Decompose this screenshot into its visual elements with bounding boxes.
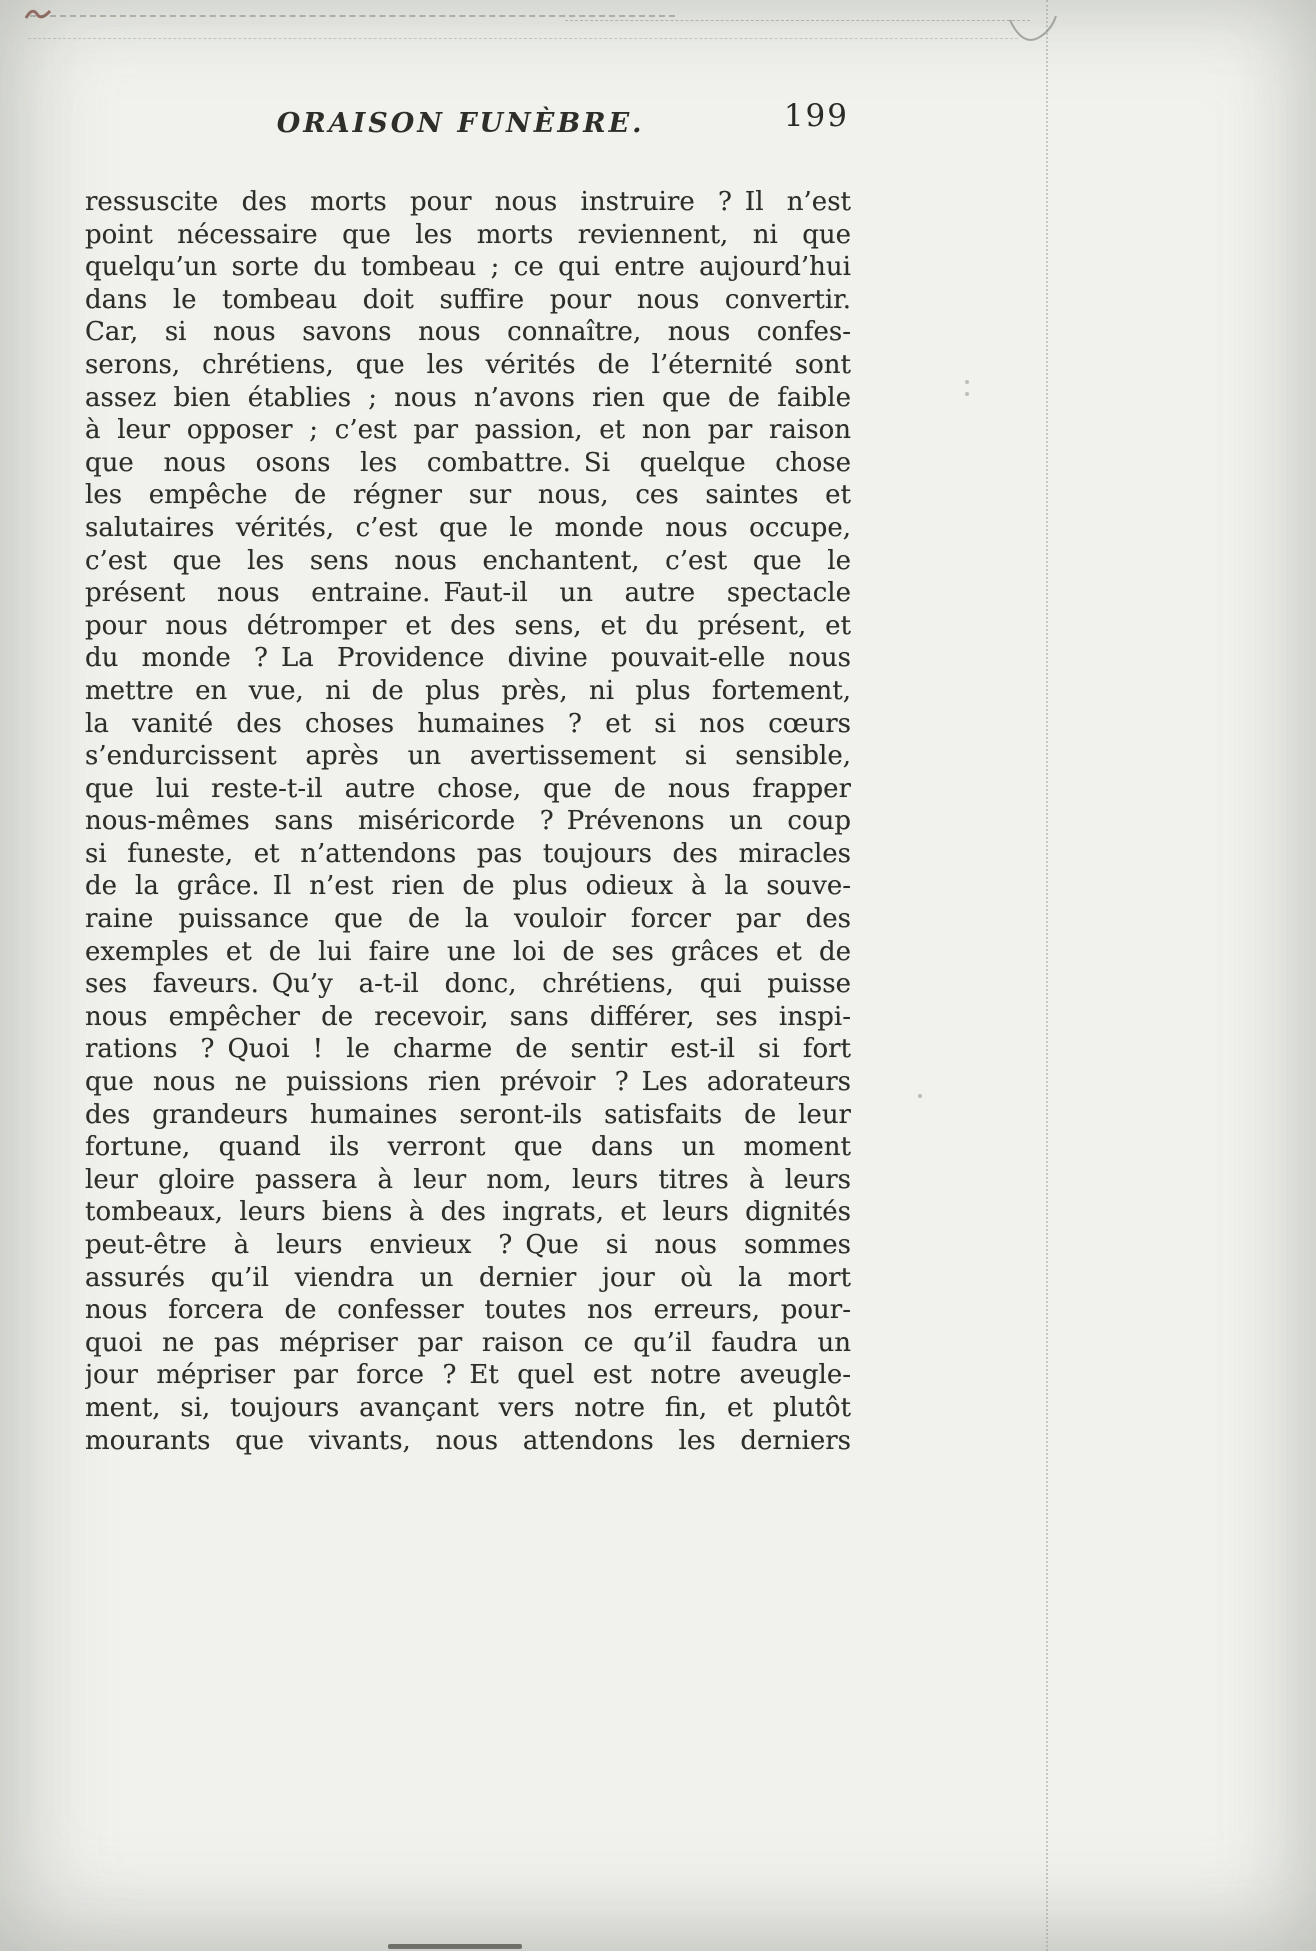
- scan-crease-line-second: [28, 38, 1018, 39]
- body-text-line: présent nous entraine. Faut-il un autre spectacle: [85, 578, 851, 609]
- running-title: ORAISON FUNÈBRE.: [276, 108, 645, 139]
- body-text-line: jour mépriser par force ? Et quel est notre aveugle-: [85, 1360, 851, 1391]
- scan-curl-mark-top-right: [1008, 14, 1058, 50]
- page-number: 199: [783, 98, 849, 134]
- body-text-line: raine puissance que de la vouloir forcer par des: [85, 904, 851, 935]
- body-text-line: que nous osons les combattre. Si quelque chose: [85, 447, 851, 478]
- body-text-line: de la grâce. Il n’est rien de plus odieux à la souve-: [85, 871, 851, 902]
- body-text-line: assurés qu’il viendra un dernier jour où la mort: [85, 1262, 851, 1293]
- body-text: [85, 186, 851, 1457]
- body-text-line: du monde ? La Providence divine pouvait-elle nous: [85, 643, 851, 674]
- body-text-line: peut-être à leurs envieux ? Que si nous sommes: [85, 1230, 851, 1260]
- page-header: [85, 98, 851, 150]
- body-text-line: que lui reste-t-il autre chose, que de nous frapper: [85, 773, 851, 804]
- body-text-line: ressuscite des morts pour nous instruire ? Il n’est: [85, 187, 851, 217]
- body-text-line: des grandeurs humaines seront-ils satisfaits de leur: [85, 1099, 851, 1130]
- body-text-line: nous-mêmes sans miséricorde ? Prévenons un coup: [85, 806, 851, 837]
- body-text-line: ment, si, toujours avançant vers notre fin, et plutôt: [85, 1392, 851, 1423]
- body-text-line: les empêche de régner sur nous, ces saintes et: [85, 480, 851, 511]
- scan-crease-line-top-right: [565, 20, 1030, 21]
- body-text-line: assez bien établies ; nous n’avons rien que de faible: [85, 382, 851, 413]
- body-text-line: rations ? Quoi ! le charme de sentir est-il si fort: [85, 1034, 851, 1065]
- paper-speck: [965, 392, 969, 396]
- body-text-line: ses faveurs. Qu’y a-t-il donc, chrétiens, qui puisse: [85, 969, 851, 1000]
- body-text-line: la vanité des choses humaines ? et si nos cœurs: [85, 708, 851, 739]
- body-text-line: nous forcera de confesser toutes nos erreurs, pour-: [85, 1295, 851, 1326]
- body-text-line: exemples et de lui faire une loi de ses grâces et de: [85, 936, 851, 967]
- body-text-line: leur gloire passera à leur nom, leurs titres à leurs: [85, 1164, 851, 1195]
- ink-mark-top-left: [24, 5, 52, 25]
- body-text-line: serons, chrétiens, que les vérités de l’éternité sont: [85, 349, 851, 380]
- body-text-line: s’endurcissent après un avertissement si sensible,: [85, 741, 851, 772]
- body-text-line: mourants que vivants, nous attendons les derniers: [85, 1425, 851, 1456]
- scan-crease-line-top: [30, 15, 675, 17]
- body-text-line: nous empêcher de recevoir, sans différer, ses inspi-: [85, 1001, 851, 1032]
- ink-mark-bottom-edge: [388, 1944, 522, 1949]
- body-text-line: mettre en vue, ni de plus près, ni plus fortement,: [85, 675, 851, 706]
- body-text-line: c’est que les sens nous enchantent, c’est que le: [85, 545, 851, 576]
- body-text-line: dans le tombeau doit suffire pour nous convertir.: [85, 284, 851, 315]
- body-text-line: quoi ne pas mépriser par raison ce qu’il faudra un: [85, 1327, 851, 1358]
- body-text-line: quelqu’un sorte du tombeau ; ce qui entre aujourd’hui: [85, 252, 851, 283]
- body-text-line: que nous ne puissions rien prévoir ? Les adorateurs: [85, 1067, 851, 1098]
- body-text-line: point nécessaire que les morts reviennent, ni que: [85, 219, 851, 250]
- body-text-line: à leur opposer ; c’est par passion, et non par raison: [85, 415, 851, 446]
- paper-speck: [918, 1094, 922, 1098]
- paper-speck: [965, 380, 969, 384]
- body-text-line: salutaires vérités, c’est que le monde nous occupe,: [85, 512, 851, 543]
- body-text-line: si funeste, et n’attendons pas toujours des miracles: [85, 838, 851, 869]
- body-text-line: fortune, quand ils verront que dans un moment: [85, 1132, 851, 1163]
- body-text-line: tombeaux, leurs biens à des ingrats, et leurs dignités: [85, 1197, 851, 1228]
- page-edge-dotted-line: [1046, 0, 1048, 1951]
- body-text-line: Car, si nous savons nous connaître, nous confes-: [85, 317, 851, 348]
- body-text-line: pour nous détromper et des sens, et du présent, et: [85, 610, 851, 641]
